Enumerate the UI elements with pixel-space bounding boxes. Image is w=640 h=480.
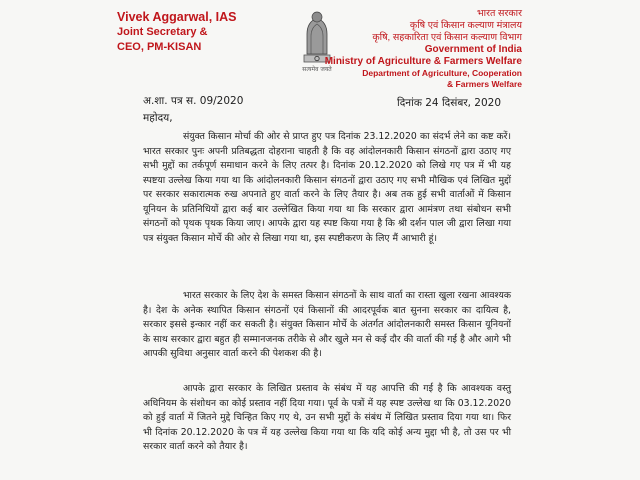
sender-title-line2: CEO, PM-KISAN	[117, 41, 202, 53]
gov-english-line2: Ministry of Agriculture & Farmers Welfare	[324, 56, 522, 67]
paragraph-1	[143, 130, 511, 246]
paragraph-2	[143, 289, 511, 362]
sender-block	[117, 9, 237, 55]
salutation: महोदय,	[143, 112, 173, 124]
gov-hindi-line2: कृषि एवं किसान कल्याण मंत्रालय	[409, 20, 522, 31]
paragraph-3-text: आपके द्वारा सरकार के लिखित प्रस्ताव के संबंध में यह आपत्ति की गई है कि आवश्यक वस्तु अधिनियम के संशोधन का कोई प्रस्ताव नहीं दिया गया। पूर्व के पत्रों में यह स्पष्ट उल्लेख था कि 03.12.2020 को हुई वार्ता में जितने मुद्दे चिन्हित किए गए थे, उन सभी मुद्दों के संबंध में लिखित प्रस्ताव दिया गया था। फिर भी दिनांक 20.12.2020 के पत्र में यह उल्लेख किया गया था कि यदि कोई अन्य मुद्दा भी है, तो उस पर भी सरकार वार्ता करने को तैयार है।	[143, 383, 511, 452]
sender-title-line1: Joint Secretary &	[117, 26, 208, 38]
paragraph-2-text: भारत सरकार के लिए देश के समस्त किसान संगठनों के साथ वार्ता का रास्ता खुला रखना आवश्यक है। देश के अनेक स्थापित किसान संगठनों एवं किसानों की आदरपूर्वक बात सुनना सरकार का दायित्व है, सरकार इससे इन्कार नहीं कर सकती है। संयुक्त किसान मोर्चे के अंतर्गत आंदोलनकारी समस्त किसान यूनियनों के साथ सरकार द्वारा बहुत ही सम्मानजनक तरीके से और खुले मन से कई दौर की वार्ता की गई है और आगे भी आपकी सुविधा अनुसार वार्ता करने की पेशकश की है।	[143, 290, 511, 359]
reference-number: अ.शा. पत्र स. 09/2020	[143, 95, 244, 107]
paragraph-1-text: संयुक्त किसान मोर्चा की ओर से प्राप्त हुए पत्र दिनांक 23.12.2020 का संदर्भ लेने का कष्ट करें। भारत सरकार पुनः अपनी प्रतिबद्धता दोहराना चाहती है कि वह आंदोलनकारी किसान संगठनों द्वारा उठाए गए सभी मुद्दों का तर्कपूर्ण समाधान करने के लिए तत्पर है। दिनांक 20.12.2020 को लिखे गए पत्र में भी यह स्पष्टया उल्लेख किया गया था कि आंदोलनकारी किसान संगठनों द्वारा उठाए गए सभी मौखिक एवं लिखित मुद्दों पर सरकार सकारात्मक रुख अपनाते हुए वार्ता करने के लिए तैयार है। अब तक हुई सभी वार्ताओं में किसान यूनियन के प्रतिनिधियों द्वारा कई बार उल्लेखित किया गया था कि सरकार द्वारा आमंत्रण तथा संबोधन सभी संगठनों को पृथक पृथक किया जाए। आपके द्वारा यह स्पष्ट किया गया है कि श्री दर्शन पाल जी द्वारा लिखा गया पत्र संयुक्त किसान मोर्चे की ओर से लिखा गया था, इस स्पष्टीकरण के लिए मैं आभारी हूं।	[143, 131, 511, 244]
gov-hindi-line1: भारत सरकार	[476, 8, 522, 19]
gov-english-line1: Government of India	[424, 44, 522, 55]
paragraph-3	[143, 382, 511, 455]
gov-hindi-line3: कृषि, सहकारिता एवं किसान कल्याण विभाग	[372, 32, 522, 43]
sender-name: Vivek Aggarwal, IAS	[117, 10, 237, 24]
government-block	[325, 8, 522, 90]
gov-english-line3: Department of Agriculture, Cooperation	[362, 68, 522, 78]
emblem-motto: सत्यमेव जयते	[302, 66, 332, 73]
letter-date: दिनांक 24 दिसंबर, 2020	[397, 97, 502, 109]
gov-english-line4: & Farmers Welfare	[447, 79, 522, 89]
